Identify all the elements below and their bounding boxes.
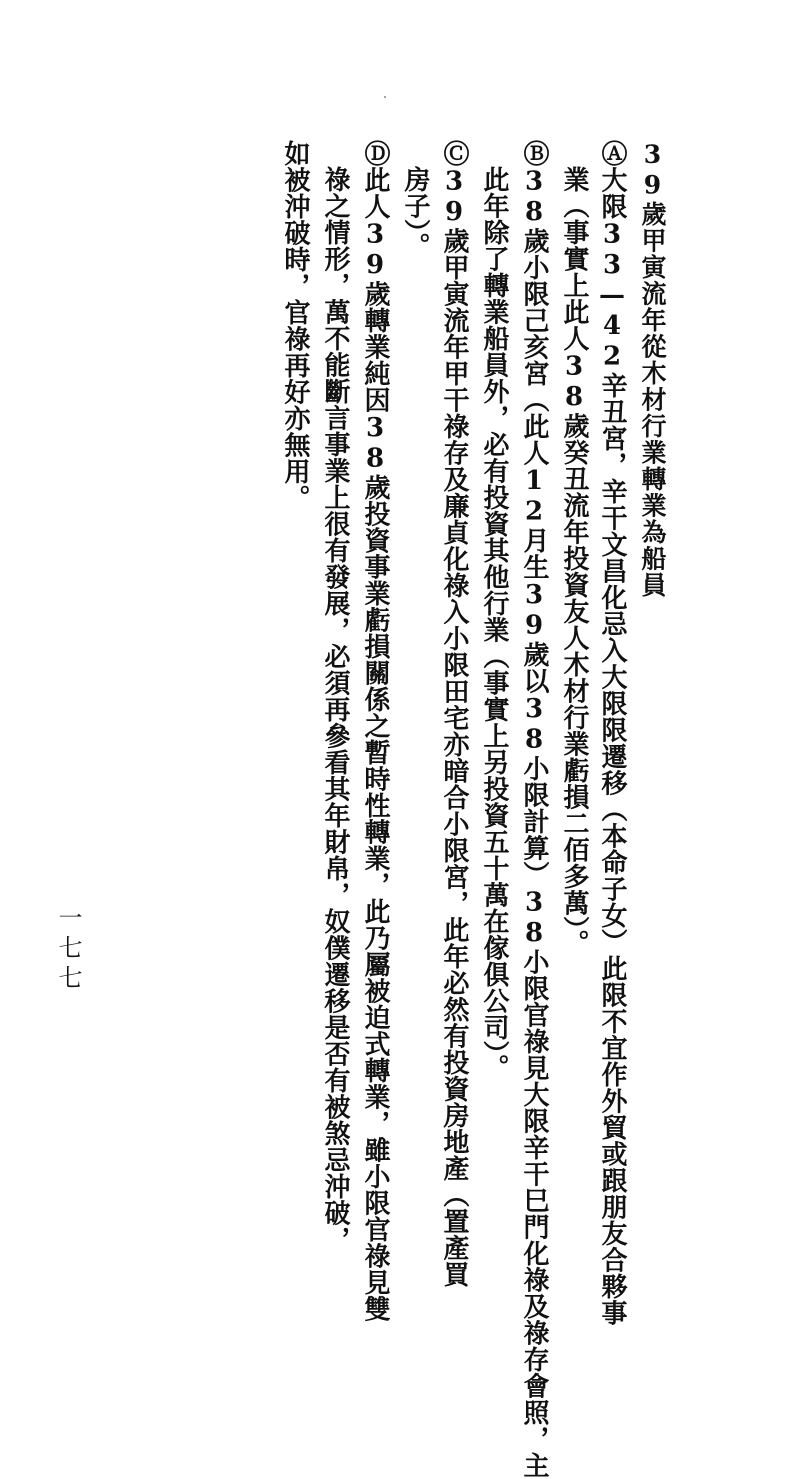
page-title: 39歲甲寅流年從木材行業轉業為船員 (638, 140, 667, 599)
paragraph-c-line-1 (441, 140, 467, 1288)
paragraph-c-line-2 (402, 166, 428, 259)
paragraph-text: 39歲甲寅流年甲干祿存及廉貞化祿入小限田宅亦暗合小限宮，此年必然有投資房地產（置產買 (439, 166, 469, 1288)
paragraph-text: 此年除了轉業船員外，必有投資其他行業（事實上另投資五十萬在傢俱公司）。 (479, 166, 509, 1081)
paragraph-text: 業（事實上此人38歲癸丑流年投資友人木材行業虧損二佰多萬）。 (559, 166, 589, 956)
paragraph-marker-a: Ⓐ (597, 140, 627, 167)
paragraph-text: 如被沖破時，官祿再好亦無用。 (280, 140, 310, 511)
paragraph-marker-c: Ⓒ (439, 140, 469, 167)
paragraph-a-line-1 (599, 140, 625, 1326)
scan-speck (384, 96, 386, 98)
paragraph-text: 大限33—42辛丑宮，辛干文昌化忌入大限限遷移（本命子女）此限不宜作外貿或跟朋友合夥事 (597, 166, 627, 1326)
page-number: 一七七 (54, 905, 82, 995)
paragraph-b-line-1 (521, 140, 547, 1479)
paragraph-d-line-3 (282, 140, 308, 511)
paragraph-b-line-2 (481, 166, 507, 1081)
paragraph-marker-d: Ⓓ (360, 140, 390, 167)
paragraph-text: 此人39歲轉業純因38歲投資事業虧損關係之暫時性轉業，此乃屬被迫式轉業，雖小限官祿見雙 (360, 166, 390, 1322)
paragraph-text: 38歲小限己亥宮（此人12月生39歲以38小限計算）38小限官祿見大限辛干巳門化祿及祿存會照，主 (519, 166, 549, 1479)
paragraph-text: 祿之情形，萬不能斷言事業上很有發展，必須再參看其年財帛，奴僕遷移是否有被煞忌沖破， (320, 166, 350, 1253)
paragraph-d-line-1 (362, 140, 388, 1322)
paragraph-marker-b: Ⓑ (519, 140, 549, 167)
paragraph-a-line-2 (561, 166, 587, 956)
paragraph-text: 房子）。 (400, 166, 430, 259)
paragraph-d-line-2 (322, 166, 348, 1253)
